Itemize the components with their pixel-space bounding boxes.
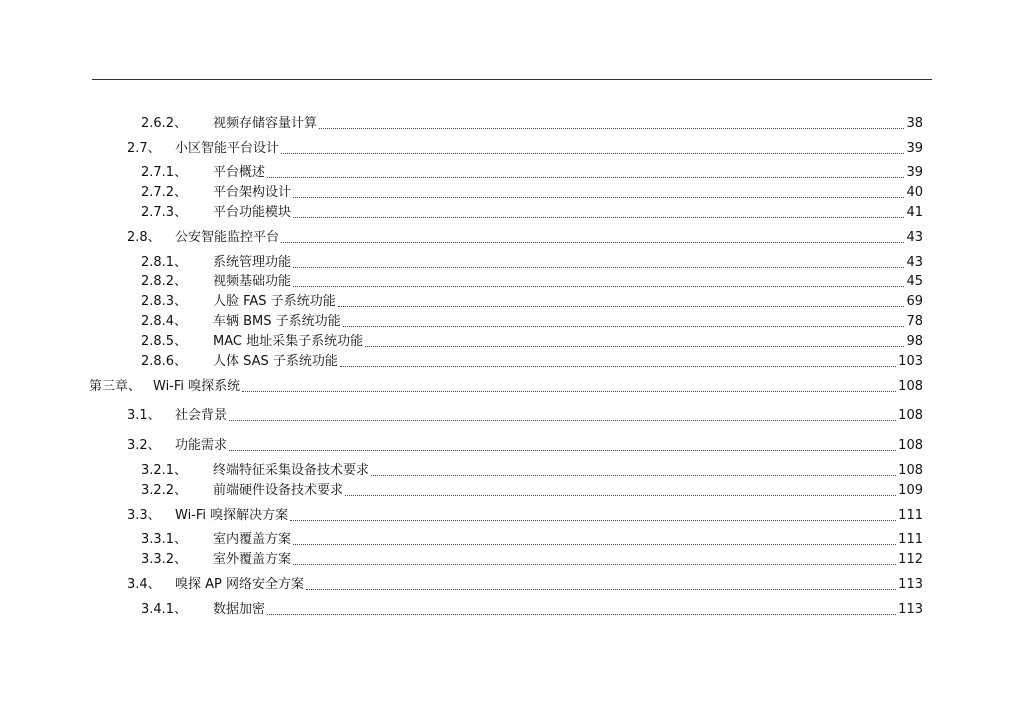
toc-entry-page: 98 xyxy=(906,334,923,349)
toc-dot-leader xyxy=(306,588,896,590)
toc-entry-title: 平台概述 xyxy=(213,165,266,180)
toc-entry-number: 3.3、 xyxy=(127,508,161,523)
toc-entry-title: 平台架构设计 xyxy=(213,185,292,200)
toc-dot-leader xyxy=(345,494,896,496)
toc-entry-number: 2.8.3、 xyxy=(141,294,188,309)
toc-entry-page: 103 xyxy=(898,354,923,369)
toc-entry-number: 3.2.2、 xyxy=(141,483,188,498)
toc-entry-title: MAC 地址采集子系统功能 xyxy=(213,334,364,349)
toc-entry-page: 39 xyxy=(906,141,923,156)
toc-entry[interactable] xyxy=(127,438,923,454)
toc-entry-page: 111 xyxy=(898,532,923,547)
toc-entry-page: 108 xyxy=(898,379,923,394)
toc-entry-number: 3.2、 xyxy=(127,438,161,453)
toc-entry[interactable] xyxy=(141,354,923,370)
toc-entry-title: 视频基础功能 xyxy=(213,274,292,289)
toc-entry-number: 2.7、 xyxy=(127,141,161,156)
toc-entry[interactable] xyxy=(141,185,923,201)
toc-entry[interactable] xyxy=(141,314,923,330)
toc-dot-leader xyxy=(319,127,904,129)
toc-entry[interactable] xyxy=(141,205,923,221)
toc-entry-page: 113 xyxy=(898,577,923,592)
toc-dot-leader xyxy=(371,474,896,476)
toc-entry-page: 109 xyxy=(898,483,923,498)
toc-entry-title: 嗅探 AP 网络安全方案 xyxy=(175,577,304,592)
toc-dot-leader xyxy=(340,365,896,367)
toc-dot-leader xyxy=(242,390,896,392)
toc-entry[interactable] xyxy=(141,602,923,618)
toc-dot-leader xyxy=(293,285,904,287)
toc-entry-title: 视频存储容量计算 xyxy=(213,116,318,131)
toc-dot-leader xyxy=(267,613,896,615)
toc-entry-page: 43 xyxy=(906,255,923,270)
toc-entry[interactable] xyxy=(127,230,923,246)
toc-entry[interactable] xyxy=(141,552,923,568)
toc-dot-leader xyxy=(229,419,896,421)
toc-dot-leader xyxy=(293,563,896,565)
toc-entry[interactable] xyxy=(141,274,923,290)
toc-entry-number: 2.8.5、 xyxy=(141,334,188,349)
toc-entry-number: 2.8、 xyxy=(127,230,161,245)
toc-entry-number: 第三章、 xyxy=(89,379,142,394)
toc-entry-number: 3.4、 xyxy=(127,577,161,592)
toc-dot-leader xyxy=(290,519,896,521)
toc-entry-number: 3.3.2、 xyxy=(141,552,188,567)
toc-dot-leader xyxy=(293,216,904,218)
toc-entry-number: 3.3.1、 xyxy=(141,532,188,547)
toc-entry-number: 2.6.2、 xyxy=(141,116,188,131)
toc-entry-title: 室外覆盖方案 xyxy=(213,552,292,567)
toc-dot-leader xyxy=(293,543,896,545)
toc-entry-page: 108 xyxy=(898,463,923,478)
toc-entry-number: 3.4.1、 xyxy=(141,602,188,617)
toc-entry[interactable] xyxy=(141,255,923,271)
toc-entry[interactable] xyxy=(141,116,923,132)
toc-dot-leader xyxy=(229,449,896,451)
toc-entry-title: 公安智能监控平台 xyxy=(175,230,280,245)
toc-dot-leader xyxy=(267,176,904,178)
toc-entry-title: 小区智能平台设计 xyxy=(175,141,280,156)
toc-entry-page: 111 xyxy=(898,508,923,523)
toc-entry-page: 108 xyxy=(898,408,923,423)
toc-entry-title: 人脸 FAS 子系统功能 xyxy=(213,294,336,309)
toc-entry[interactable] xyxy=(141,334,923,350)
toc-entry-number: 2.7.3、 xyxy=(141,205,188,220)
toc-entry-page: 45 xyxy=(906,274,923,289)
toc-entry[interactable] xyxy=(141,483,923,499)
toc-entry-title: 系统管理功能 xyxy=(213,255,292,270)
toc-entry[interactable] xyxy=(141,532,923,548)
toc-entry-title: 室内覆盖方案 xyxy=(213,532,292,547)
toc-entry-title: 功能需求 xyxy=(175,438,228,453)
toc-dot-leader xyxy=(293,266,904,268)
toc-entry-number: 2.8.1、 xyxy=(141,255,188,270)
toc-entry[interactable] xyxy=(141,165,923,181)
toc-entry[interactable] xyxy=(127,577,923,593)
toc-entry-page: 43 xyxy=(906,230,923,245)
toc-entry-number: 3.1、 xyxy=(127,408,161,423)
toc-entry[interactable] xyxy=(127,508,923,524)
toc-dot-leader xyxy=(365,345,904,347)
toc-entry-page: 41 xyxy=(906,205,923,220)
toc-entry-page: 112 xyxy=(898,552,923,567)
toc-entry-title: Wi-Fi 嗅探解决方案 xyxy=(175,508,289,523)
toc-entry-title: 社会背景 xyxy=(175,408,228,423)
toc-entry-number: 2.8.4、 xyxy=(141,314,188,329)
toc-entry-title: 终端特征采集设备技术要求 xyxy=(213,463,370,478)
toc-entry-title: Wi-Fi 嗅探系统 xyxy=(153,379,241,394)
toc-entry[interactable] xyxy=(127,141,923,157)
toc-entry-number: 2.8.6、 xyxy=(141,354,188,369)
toc-dot-leader xyxy=(338,305,905,307)
toc-entry-title: 前端硬件设备技术要求 xyxy=(213,483,344,498)
toc-entry[interactable] xyxy=(141,463,923,479)
toc-entry-title: 车辆 BMS 子系统功能 xyxy=(213,314,341,329)
toc-dot-leader xyxy=(343,325,905,327)
toc-dot-leader xyxy=(281,241,904,243)
toc-entry[interactable] xyxy=(141,294,923,310)
toc-entry-title: 人体 SAS 子系统功能 xyxy=(213,354,338,369)
toc-entry-number: 2.8.2、 xyxy=(141,274,188,289)
toc-dot-leader xyxy=(293,196,904,198)
toc-entry-title: 平台功能模块 xyxy=(213,205,292,220)
toc-entry-number: 2.7.2、 xyxy=(141,185,188,200)
toc-dot-leader xyxy=(281,152,904,154)
toc-entry-page: 69 xyxy=(906,294,923,309)
toc-entry-page: 40 xyxy=(906,185,923,200)
toc-entry-page: 108 xyxy=(898,438,923,453)
toc-entry-number: 3.2.1、 xyxy=(141,463,188,478)
toc-entry-page: 38 xyxy=(906,116,923,131)
toc-entry-page: 113 xyxy=(898,602,923,617)
toc-entry-number: 2.7.1、 xyxy=(141,165,188,180)
toc-entry[interactable] xyxy=(127,408,923,424)
toc-entry-title: 数据加密 xyxy=(213,602,266,617)
toc-entry-page: 39 xyxy=(906,165,923,180)
toc-entry-chapter[interactable] xyxy=(89,379,923,395)
toc-entry-page: 78 xyxy=(906,314,923,329)
